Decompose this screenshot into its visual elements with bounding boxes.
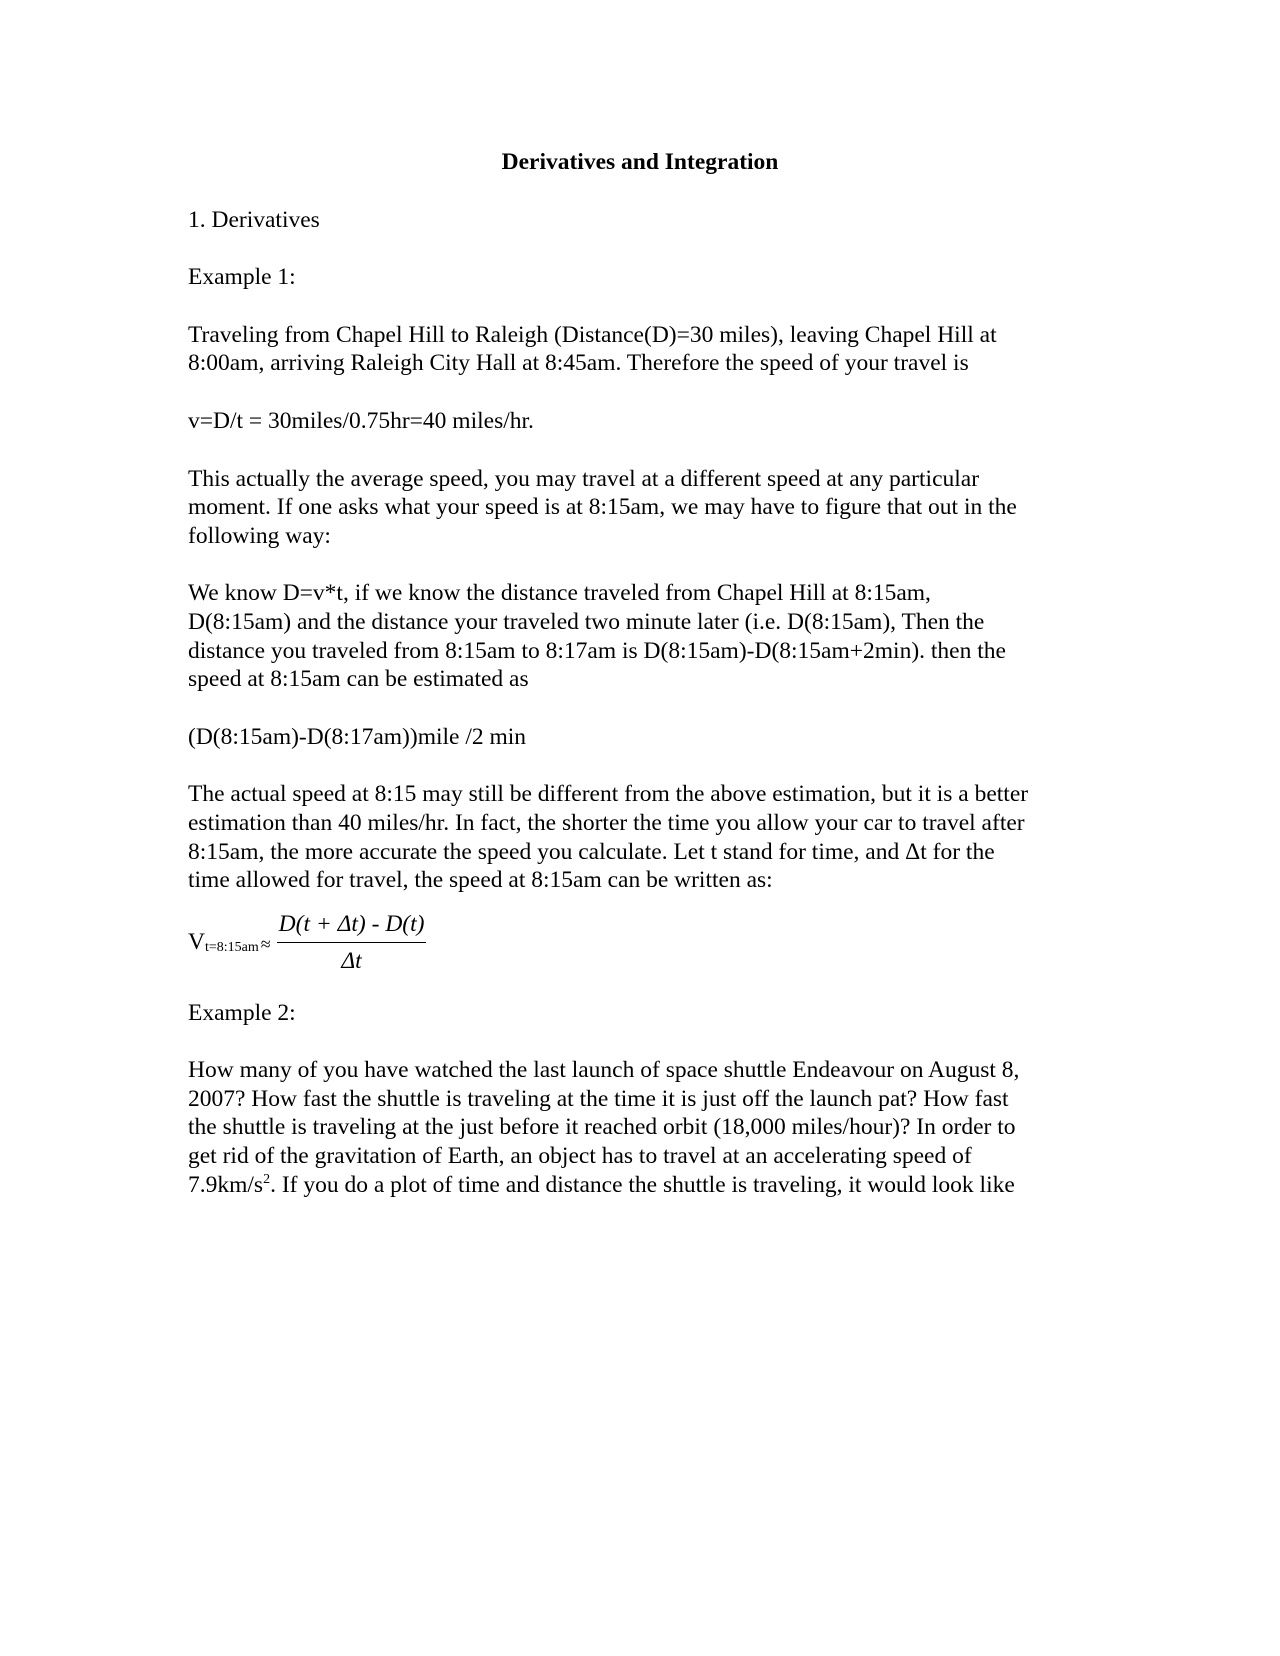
text-line: 8:00am, arriving Raleigh City Hall at 8:45am. Therefore the speed of your travel is: [188, 350, 969, 377]
text-fragment: 7.9km/s: [188, 1171, 264, 1198]
document-page: [188, 148, 1088, 1228]
formula-numerator: D(t + Δt) - D(t): [277, 910, 427, 943]
text-line: How many of you have watched the last launch of space shuttle Endeavour on August 8,: [188, 1057, 1020, 1084]
actual-speed-paragraph: [188, 780, 1088, 894]
text-line: Traveling from Chapel Hill to Raleigh (Distance(D)=30 miles), leaving Chapel Hill at: [188, 321, 997, 348]
formula-denominator: Δt: [341, 947, 362, 974]
average-speed-paragraph: [188, 465, 1088, 551]
text-line: moment. If one asks what your speed is at 8:15am, we may have to figure that out in the: [188, 494, 1017, 521]
shuttle-paragraph: [188, 1056, 1088, 1199]
text-line: 2007? How fast the shuttle is traveling at the time it is just off the launch pat? How fast: [188, 1085, 1009, 1112]
text-line: following way:: [188, 522, 331, 549]
text-line: 8:15am, the more accurate the speed you calculate. Let t stand for time, and Δt for the: [188, 838, 995, 865]
text-line: get rid of the gravitation of Earth, an object has to travel at an accelerating speed of: [188, 1143, 972, 1170]
speed-formula: v=D/t = 30miles/0.75hr=40 miles/hr.: [188, 407, 534, 434]
example-1-intro-paragraph: [188, 321, 1088, 378]
text-line: distance you traveled from 8:15am to 8:17am is D(8:15am)-D(8:15am+2min). then the: [188, 637, 1006, 664]
text-line: The actual speed at 8:15 may still be different from the above estimation, but it is a better: [188, 781, 1029, 808]
text-line: D(8:15am) and the distance your traveled two minute later (i.e. D(8:15am), Then the: [188, 608, 985, 635]
superscript: 2: [263, 1171, 271, 1187]
formula-fraction: [277, 910, 427, 975]
text-line: This actually the average speed, you may travel at a different speed at any particular: [188, 465, 980, 492]
text-line: [188, 1172, 1015, 1198]
text-line: the shuttle is traveling at the just before it reached orbit (18,000 miles/hour)? In order to: [188, 1114, 1016, 1141]
text-line: We know D=v*t, if we know the distance traveled from Chapel Hill at 8:15am,: [188, 580, 931, 607]
formula-subscript: t=8:15am: [204, 940, 259, 956]
distance-paragraph: [188, 579, 1088, 693]
estimate-formula: (D(8:15am)-D(8:17am))mile /2 min: [188, 723, 527, 750]
formula-v: V: [188, 929, 205, 956]
section-heading: 1. Derivatives: [188, 206, 320, 233]
text-fragment: . If you do a plot of time and distance the shuttle is traveling, it would look like: [270, 1171, 1015, 1198]
text-line: time allowed for travel, the speed at 8:15am can be written as:: [188, 867, 773, 894]
text-line: estimation than 40 miles/hr. In fact, the shorter the time you allow your car to travel after: [188, 809, 1025, 836]
example-2-label: Example 2:: [188, 999, 296, 1026]
document-title: Derivatives and Integration: [501, 149, 779, 175]
text-line: speed at 8:15am can be estimated as: [188, 666, 529, 693]
example-1-label: Example 1:: [188, 264, 296, 291]
derivative-formula: [188, 909, 1088, 977]
approx-symbol: ≈: [260, 934, 271, 955]
